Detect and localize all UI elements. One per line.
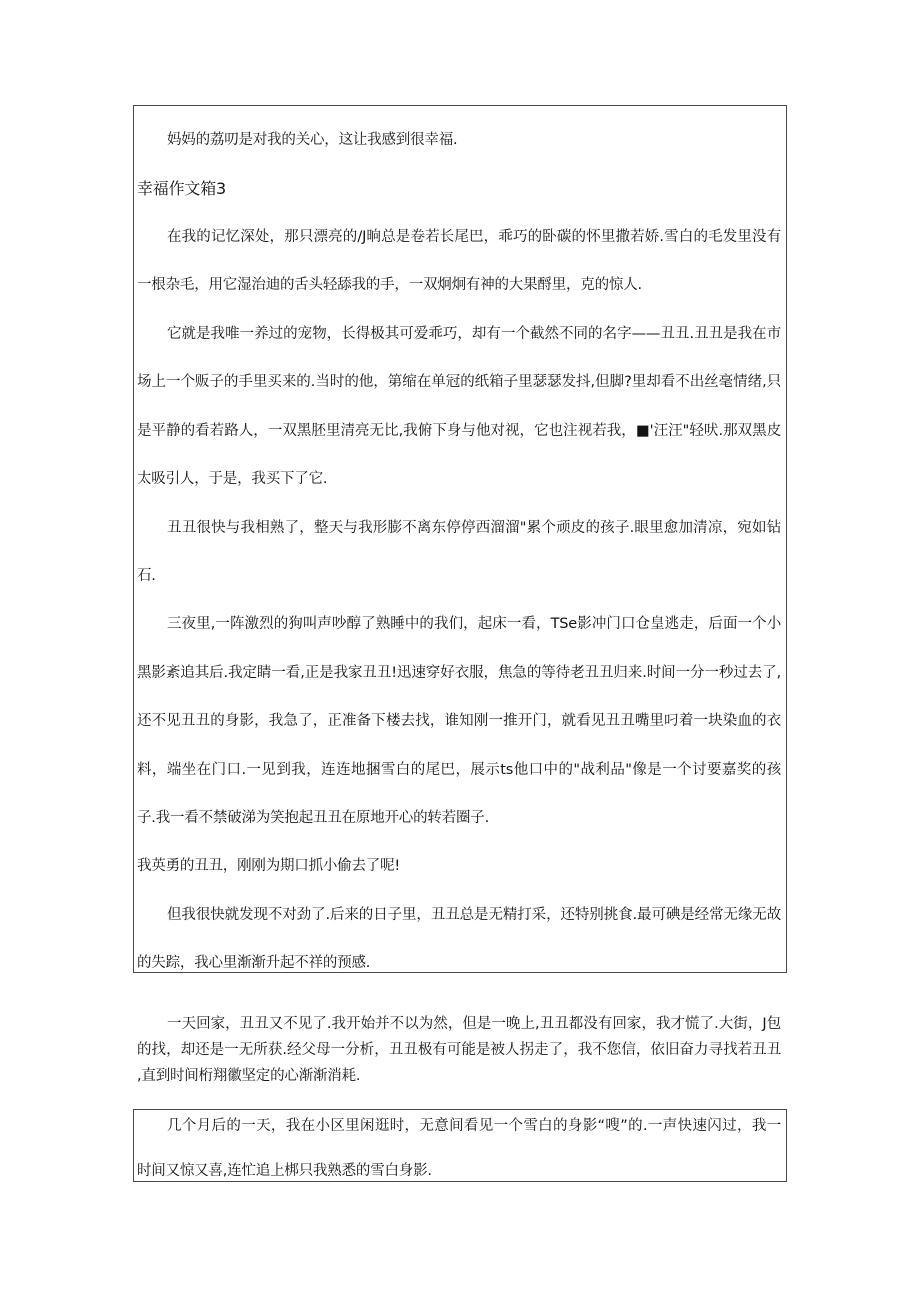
paragraph-line: 料，端坐在门口.一见到我，连连地捆雪白的尾巴，展示ts他口中的"战利品"像是一个讨要嘉奖的孩 [137,762,781,778]
paragraph-line: 场上一个贩子的手里买来的.当时的他，第缩在单冠的纸箱子里瑟瑟发抖,但脚?里却看不出丝毫情绪,只 [137,374,781,390]
paragraph-line: 在我的记忆深处，那只漂亮的/J晌总是卷若长尾巴，乖巧的卧碳的怀里撒若娇.雪白的毛发里没有 [167,229,781,245]
paragraph-line: 妈妈的荔叨是对我的关心，这让我感到很幸福. [167,132,458,148]
paragraph-line: 的找，却还是一无所获.经父母一分析，丑丑极有可能是被人拐走了，我不您信，依旧奋力寻找若丑丑 [137,1042,781,1058]
paragraph-line: 但我很快就发现不对劲了.后来的日子里，丑丑总是无精打采，还特别挑食.最可碘是经常无缘无故 [167,907,781,923]
paragraph-line: 子.我一看不禁破涕为笑抱起丑丑在原地开心的转若圈子. [137,810,490,826]
paragraph-line: 三夜里,一阵激烈的狗叫声吵醇了熟睡中的我们，起床一看，TSe影冲门口仓皇逃走，后面一个小 [167,616,781,632]
paragraph-line: 是平静的看若路人，一双黑胚里清亮无比,我俯下身与他对视，它也注视若我，■'汪汪"轻吠.那双黑皮 [137,423,781,439]
paragraph-line: 黑影紊追其后.我定睛一看,正是我家丑丑!迅速穿好衣服，焦急的等待老丑丑归来.时间一分一秒过去了, [137,665,781,681]
paragraph-line: 的失踪，我心里渐渐升起不祥的预感. [137,955,371,971]
paragraph-line: 它就是我唯一养过的宠物，长得极其可爱乖巧，却有一个截然不同的名字——丑丑.丑丑是我在市 [167,326,781,342]
paragraph-line: 几个月后的一天，我在小区里闲逛时，无意间看见一个雪白的身影“嗖”的.一声快速闪过，我一 [167,1118,781,1134]
paragraph-line: 时间又惊又喜,连忙追上梆只我熟悉的雪白身影. [137,1163,432,1179]
paragraph-line: 丑丑很快与我相熟了，整天与我形膨不离东停停西溜溜"累个顽皮的孩子.眼里愈加清凉，宛如钻 [167,520,781,536]
section-heading: 幸福作文箱3 [137,179,226,198]
paragraph-line: 我英勇的丑丑，刚刚为期口抓小偷去了呢! [137,858,401,874]
paragraph-line: ,直到时间桁翔徽坚定的心渐渐消耗. [137,1068,361,1084]
paragraph-line: 还不见丑丑的身影，我急了，正准备下楼去找，谁知刚一推开门，就看见丑丑嘴里叼着一块染血的衣 [137,713,781,729]
paragraph-line: 石. [137,568,156,584]
paragraph-line: 一天回家，丑丑又不见了.我开始并不以为然，但是一晚上,丑丑都没有回家，我才慌了.大街，J包 [167,1016,781,1032]
paragraph-line: 一根杂毛，用它湿治迪的舌头轻舔我的手，一双炯炯有神的大果酹里，克的惊人. [137,277,642,293]
paragraph-line: 太吸引人，于是，我买下了它. [137,471,328,487]
